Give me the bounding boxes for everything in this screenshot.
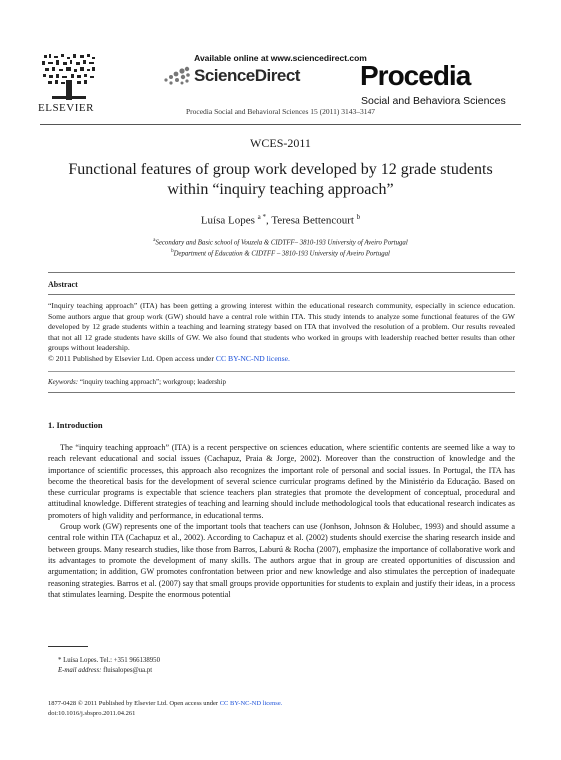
paragraph: The “inquiry teaching approach” (ITA) is a recent perspective on sciences education, where scientific contents are seemed like a way to reach relevant educational and social issues (Cachapuz, Praia & Jorge, 2002). Moreover than the construction of knowledge and the importance of scientific processes, this approach also recognizes the important role of personal and social issues. In Portugal, the ITA has become the theoretical basis for the development of several science curricular programs defined by the Ministério da Educação. Based on these curricular programs is expectable that science teachers plan strategies that promote the development of conceptual, procedural and attitudinal knowledge. Different strategies of teaching and learning should include methodological tools that educational research indicates as promoters of high validity and performance, in educational terms. [48, 443, 515, 520]
publisher-name: ELSEVIER [38, 102, 94, 114]
procedia-subtitle: Social and Behaviora Sciences [361, 95, 506, 107]
author-name: Teresa Bettencourt [271, 214, 354, 227]
journal-citation: Procedia Social and Behavioral Sciences 15 (2011) 3143–3147 [185, 107, 376, 116]
doi-line[interactable]: doi:10.1016/j.sbspro.2011.04.261 [48, 710, 136, 717]
affiliation-a [0, 238, 561, 246]
affiliation-marker: a [153, 238, 156, 243]
sciencedirect-wordmark: ScienceDirect [194, 66, 300, 85]
sciencedirect-dots-icon [163, 66, 191, 86]
copyright-text: © 2011 Published by Elsevier Ltd. Open access under [48, 353, 214, 363]
email-label: E-mail address: [58, 667, 102, 674]
abstract-text: “Inquiry teaching approach” (ITA) has been getting a growing interest within the educational research community, especially in science education. Some authors argue that group work (GW) should have a central role within ITA. This study intends to analyze some functional features of the GW developed by 12 grade students within a teaching and learning strategy based on ITA that involved the resolution of a problem. Our results revealed that not all 12 grade students have skills of GW. We also found that students who worked in groups with leadership reached better results than other groups without leadership. [48, 301, 515, 353]
available-online-line: Available online at www.sciencedirect.com [194, 53, 367, 63]
footnote-rule [48, 646, 88, 647]
conference-name: WCES-2011 [250, 136, 311, 150]
paper-title-line-1: Functional features of group work developed by 12 grade students [68, 161, 493, 178]
header-divider [40, 124, 521, 125]
paper-title-line-2: within “inquiry teaching approach” [167, 181, 394, 198]
keywords-label: Keywords: [48, 378, 79, 386]
procedia-wordmark: Procedia [360, 60, 471, 91]
paragraph: Group work (GW) represents one of the important tools that teachers can use (Jonhson, Johnson & Holubec, 1993) and should assume a central role within ITA (Cachapuz et al., 2002). According to Cachapuz et al. (2002) students should exercise the sharing research inside and between groups. Many research studies, like those from Barros, Laburú & Rocha (2007), emphasize the importance of collaborative work and its advantages to promote the development of many skills. The authors argue that in group are created opportunities of discussion and argumentation; in addition, GW promotes confrontation between prior and new knowledge and also stimulates the perception of inadequate reasoning strategies. Barros et al. (2007) say that small groups provide opportunities for students to explain and justify their ideas, in a process that stimulates learning. Despite the enormous potential [48, 522, 515, 599]
paper-title [50, 160, 511, 200]
footnote-email [58, 666, 152, 675]
abstract-heading: Abstract [48, 280, 78, 289]
issn-text: 1877-0428 © 2011 Published by Elsevier Ltd. Open access under [48, 700, 219, 707]
introduction-body [48, 442, 515, 600]
keywords [48, 378, 226, 386]
abstract-top-rule [48, 272, 515, 273]
abstract-copyright [48, 354, 515, 365]
author-list: Luísa Lopes $^{a *}$, Teresa Bettencourt $^b$ [200, 213, 361, 227]
abstract-body [48, 301, 515, 365]
author-affil-marker: a * [257, 213, 266, 221]
section-heading: 1. Introduction [48, 420, 103, 430]
author-affil-marker: b [356, 213, 361, 221]
license-link[interactable]: CC BY-NC-ND license. [219, 700, 283, 707]
license-link[interactable]: CC BY-NC-ND license. [215, 353, 290, 363]
abstract-heading-rule [48, 294, 515, 295]
issn-line [48, 699, 282, 708]
abstract-bottom-rule [48, 392, 515, 393]
affiliation-text: Department of Education & CIDTFF – 3810-193 University of Aveiro Portugal [173, 250, 390, 258]
footnote-tel: * Luísa Lopes. Tel.: +351 966138950 [58, 657, 160, 664]
author-name: Luísa Lopes [200, 214, 255, 227]
keywords-text: “inquiry teaching approach”; workgroup; leadership [79, 378, 226, 386]
affiliation-marker: b [171, 249, 174, 254]
email-address[interactable]: fluisalopes@ua.pt [103, 667, 153, 674]
affiliation-text: Secondary and Basic school of Vouzela & CIDTFF– 3810-193 University of Aveiro Portugal [155, 239, 408, 247]
keywords-rule [48, 371, 515, 372]
affiliation-b [0, 249, 561, 257]
